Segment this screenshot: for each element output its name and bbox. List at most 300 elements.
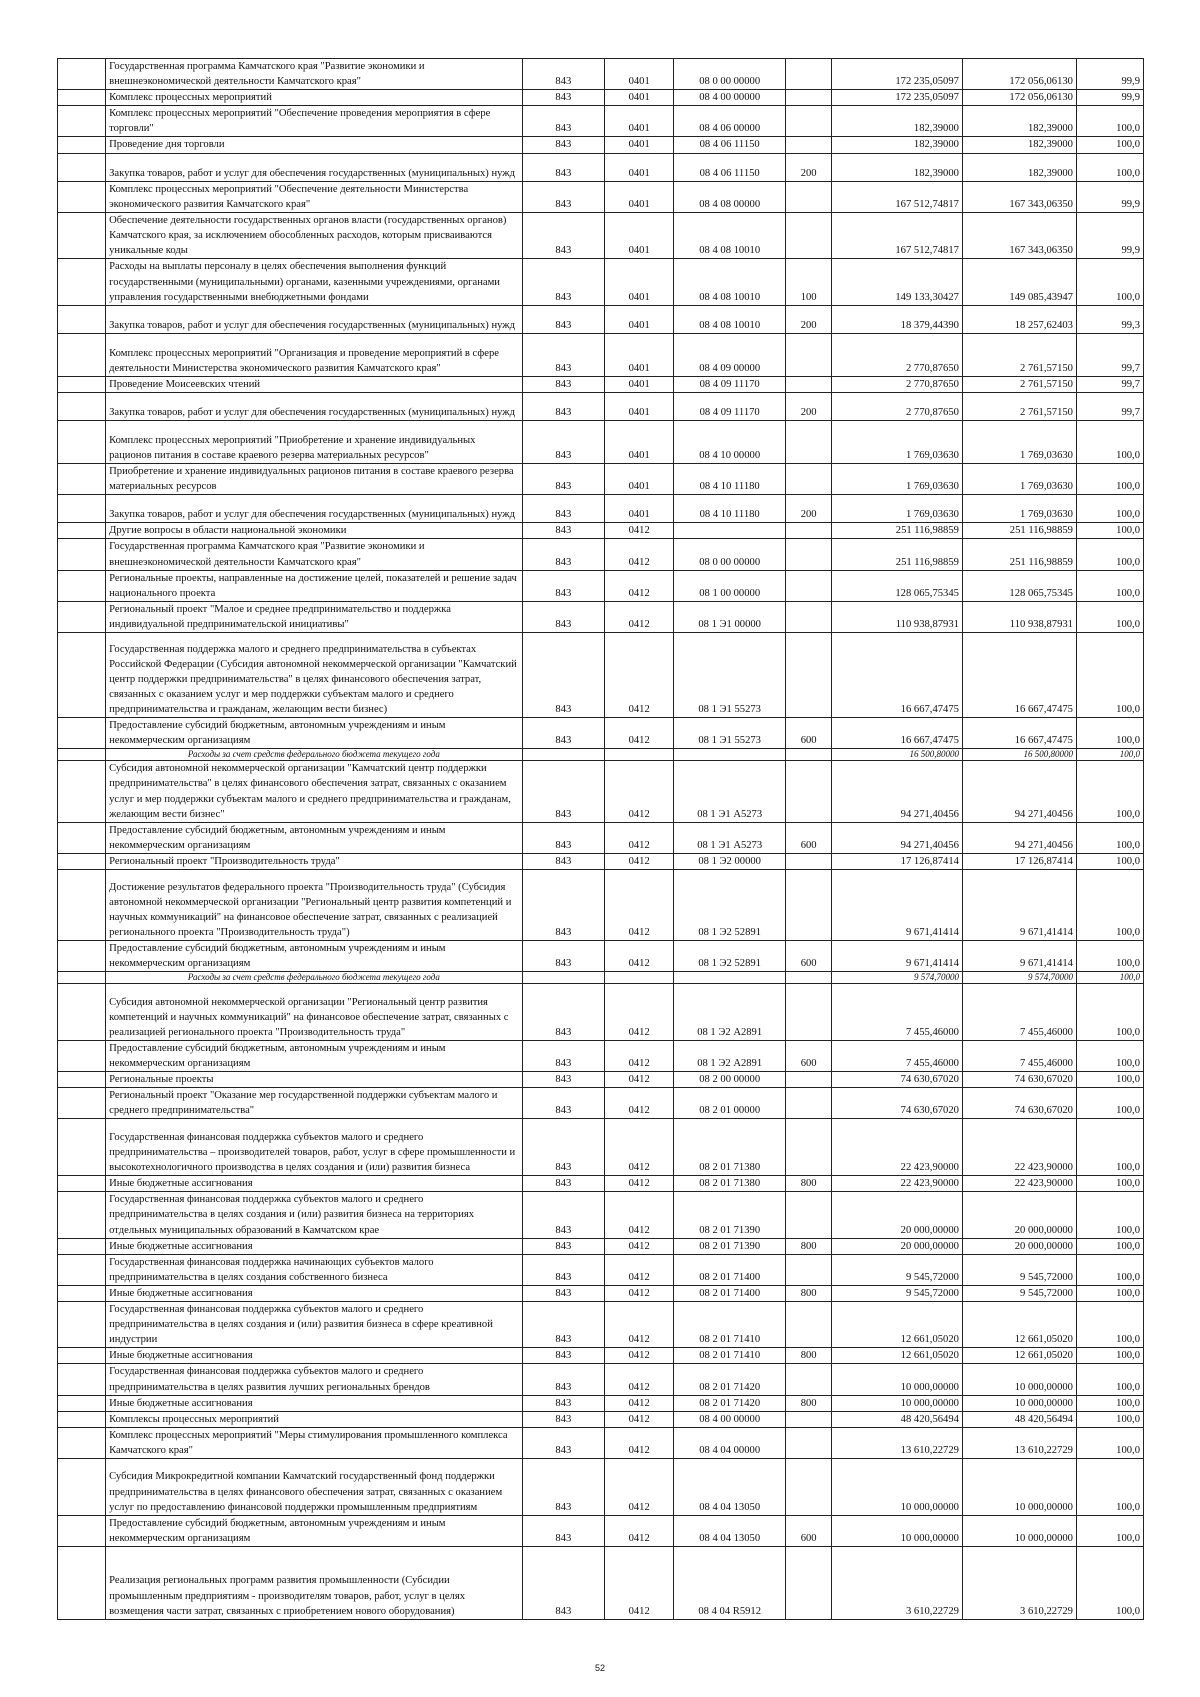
expense-type-cell: 200 [786, 305, 832, 333]
blank-cell [58, 1458, 106, 1515]
blank-cell [58, 1515, 106, 1546]
execution-percent-cell: 100,0 [1076, 523, 1143, 539]
blank-cell [58, 749, 106, 761]
item-name-cell: Предоставление субсидий бюджетным, автономным учреждениям и иным некоммерческим организациям [106, 1515, 522, 1546]
blank-cell [58, 1302, 106, 1348]
expense-type-cell [786, 1119, 832, 1176]
executed-amount-cell: 20 000,00000 [962, 1192, 1076, 1238]
executed-amount-cell: 22 423,90000 [962, 1119, 1076, 1176]
target-article-cell: 08 4 04 13050 [674, 1515, 786, 1546]
table-row [58, 259, 1144, 305]
blank-cell [58, 1411, 106, 1427]
target-article-cell: 08 2 01 71410 [674, 1348, 786, 1364]
blank-cell [58, 1119, 106, 1176]
expense-type-cell [786, 870, 832, 941]
target-article-cell: 08 1 Э2 А2891 [674, 1041, 786, 1072]
section-code-cell: 0412 [605, 853, 674, 869]
section-code-cell: 0401 [605, 392, 674, 420]
planned-amount-cell: 1 769,03630 [832, 494, 963, 522]
blank-cell [58, 137, 106, 153]
item-name-cell: Закупка товаров, работ и услуг для обеспечения государственных (муниципальных) нужд [106, 392, 522, 420]
table-row [58, 539, 1144, 570]
planned-amount-cell: 9 574,70000 [832, 972, 963, 984]
blank-cell [58, 259, 106, 305]
target-article-cell: 08 2 01 00000 [674, 1088, 786, 1119]
blank-cell [58, 153, 106, 181]
item-name-cell: Региональный проект "Производительность труда" [106, 853, 522, 869]
section-code-cell: 0412 [605, 1515, 674, 1546]
table-row [58, 463, 1144, 494]
section-code-cell: 0412 [605, 1176, 674, 1192]
ministry-code-cell: 843 [522, 1088, 605, 1119]
ministry-code-cell: 843 [522, 1192, 605, 1238]
expense-type-cell [786, 1192, 832, 1238]
item-name-cell: Субсидия Микрокредитной компании Камчатский государственный фонд поддержки предпринимательства в целях финансового обеспечения затрат, связанных с оказанием услуг по предоставлению финансовой поддержки промышленным предприятиям [106, 1458, 522, 1515]
target-article-cell: 08 4 08 10010 [674, 213, 786, 259]
executed-amount-cell: 251 116,98859 [962, 523, 1076, 539]
execution-percent-cell: 100,0 [1076, 1348, 1143, 1364]
table-row [58, 137, 1144, 153]
executed-amount-cell: 94 271,40456 [962, 822, 1076, 853]
ministry-code-cell: 843 [522, 633, 605, 718]
executed-amount-cell: 167 343,06350 [962, 181, 1076, 212]
executed-amount-cell: 16 667,47475 [962, 718, 1076, 749]
execution-percent-cell: 100,0 [1076, 1119, 1143, 1176]
item-name-cell: Комплексы процессных мероприятий [106, 1411, 522, 1427]
section-code-cell: 0412 [605, 523, 674, 539]
table-row [58, 1364, 1144, 1395]
expense-type-cell [786, 1546, 832, 1619]
table-row [58, 1176, 1144, 1192]
expense-type-cell [786, 106, 832, 137]
table-row [58, 1238, 1144, 1254]
item-name-cell: Государственная финансовая поддержка субъектов малого и среднего предпринимательства в целях развития лучших региональных брендов [106, 1364, 522, 1395]
section-code-cell: 0412 [605, 633, 674, 718]
blank-cell [58, 523, 106, 539]
planned-amount-cell: 9 671,41414 [832, 941, 963, 972]
ministry-code-cell: 843 [522, 941, 605, 972]
ministry-code-cell: 843 [522, 1238, 605, 1254]
ministry-code-cell: 843 [522, 601, 605, 632]
section-code-cell: 0412 [605, 984, 674, 1041]
planned-amount-cell: 16 667,47475 [832, 718, 963, 749]
expense-type-cell [786, 59, 832, 90]
table-row [58, 1546, 1144, 1619]
ministry-code-cell: 843 [522, 137, 605, 153]
budget-execution-table [57, 58, 1144, 1620]
item-name-cell: Расходы на выплаты персоналу в целях обеспечения выполнения функций государственными (муниципальными) органами, казенными учреждениями, органами управления государственными внебюджетными фондами [106, 259, 522, 305]
executed-amount-cell: 13 610,22729 [962, 1427, 1076, 1458]
blank-cell [58, 853, 106, 869]
expense-type-cell: 800 [786, 1348, 832, 1364]
target-article-cell [674, 523, 786, 539]
execution-percent-cell: 100,0 [1076, 870, 1143, 941]
blank-cell [58, 494, 106, 522]
expense-type-cell [786, 633, 832, 718]
ministry-code-cell: 843 [522, 90, 605, 106]
item-name-cell: Закупка товаров, работ и услуг для обеспечения государственных (муниципальных) нужд [106, 305, 522, 333]
execution-percent-cell: 99,7 [1076, 334, 1143, 377]
section-code-cell: 0401 [605, 305, 674, 333]
table-row [58, 305, 1144, 333]
ministry-code-cell: 843 [522, 1427, 605, 1458]
execution-percent-cell: 100,0 [1076, 1302, 1143, 1348]
blank-cell [58, 181, 106, 212]
executed-amount-cell: 182,39000 [962, 153, 1076, 181]
section-code-cell: 0412 [605, 1302, 674, 1348]
ministry-code-cell: 843 [522, 523, 605, 539]
execution-percent-cell: 100,0 [1076, 972, 1143, 984]
planned-amount-cell: 94 271,40456 [832, 822, 963, 853]
expense-type-cell [786, 601, 832, 632]
ministry-code-cell: 843 [522, 1348, 605, 1364]
item-name-cell: Иные бюджетные ассигнования [106, 1285, 522, 1301]
planned-amount-cell: 251 116,98859 [832, 539, 963, 570]
ministry-code-cell: 843 [522, 1119, 605, 1176]
executed-amount-cell: 2 761,57150 [962, 334, 1076, 377]
target-article-cell: 08 2 01 71380 [674, 1176, 786, 1192]
table-row [58, 1395, 1144, 1411]
section-code-cell: 0412 [605, 1041, 674, 1072]
expense-type-cell [786, 213, 832, 259]
expense-type-cell [786, 376, 832, 392]
planned-amount-cell: 74 630,67020 [832, 1088, 963, 1119]
executed-amount-cell: 48 420,56494 [962, 1411, 1076, 1427]
executed-amount-cell: 7 455,46000 [962, 1041, 1076, 1072]
expense-type-cell [786, 539, 832, 570]
execution-percent-cell: 100,0 [1076, 421, 1143, 464]
item-name-cell: Иные бюджетные ассигнования [106, 1238, 522, 1254]
blank-cell [58, 1041, 106, 1072]
expense-type-cell [786, 90, 832, 106]
table-row [58, 1458, 1144, 1515]
blank-cell [58, 972, 106, 984]
target-article-cell: 08 4 06 00000 [674, 106, 786, 137]
target-article-cell: 08 4 04 R5912 [674, 1546, 786, 1619]
executed-amount-cell: 1 769,03630 [962, 494, 1076, 522]
execution-percent-cell: 100,0 [1076, 463, 1143, 494]
table-row [58, 822, 1144, 853]
section-code-cell: 0412 [605, 1348, 674, 1364]
table-row [58, 761, 1144, 822]
section-code-cell: 0412 [605, 1546, 674, 1619]
executed-amount-cell: 182,39000 [962, 106, 1076, 137]
ministry-code-cell: 843 [522, 305, 605, 333]
planned-amount-cell: 7 455,46000 [832, 984, 963, 1041]
executed-amount-cell: 1 769,03630 [962, 463, 1076, 494]
section-code-cell [605, 749, 674, 761]
executed-amount-cell: 167 343,06350 [962, 213, 1076, 259]
table-row [58, 1427, 1144, 1458]
target-article-cell: 08 1 Э2 52891 [674, 941, 786, 972]
item-name-cell: Закупка товаров, работ и услуг для обеспечения государственных (муниципальных) нужд [106, 153, 522, 181]
table-row [58, 334, 1144, 377]
executed-amount-cell: 7 455,46000 [962, 984, 1076, 1041]
executed-amount-cell: 16 667,47475 [962, 633, 1076, 718]
blank-cell [58, 376, 106, 392]
executed-amount-cell: 10 000,00000 [962, 1364, 1076, 1395]
blank-cell [58, 570, 106, 601]
blank-cell [58, 106, 106, 137]
table-row [58, 570, 1144, 601]
item-name-cell: Иные бюджетные ассигнования [106, 1395, 522, 1411]
target-article-cell: 08 4 04 00000 [674, 1427, 786, 1458]
target-article-cell: 08 1 Э1 А5273 [674, 761, 786, 822]
item-name-cell: Предоставление субсидий бюджетным, автономным учреждениям и иным некоммерческим организациям [106, 822, 522, 853]
item-name-cell: Проведение Моисеевских чтений [106, 376, 522, 392]
item-name-cell: Государственная программа Камчатского края "Развитие экономики и внешнеэкономической деятельности Камчатского края" [106, 539, 522, 570]
section-code-cell: 0412 [605, 1192, 674, 1238]
item-name-cell: Региональный проект "Малое и среднее предпринимательство и поддержка индивидуальной предпринимательской инициативы" [106, 601, 522, 632]
section-code-cell: 0412 [605, 1119, 674, 1176]
planned-amount-cell: 94 271,40456 [832, 761, 963, 822]
item-name-cell: Реализация региональных программ развития промышленности (Субсидии промышленным предприятиям - производителям товаров, работ, услуг в целях возмещения части затрат, связанных с приобретением нового оборудования) [106, 1546, 522, 1619]
target-article-cell [674, 749, 786, 761]
planned-amount-cell: 10 000,00000 [832, 1395, 963, 1411]
ministry-code-cell: 843 [522, 1411, 605, 1427]
ministry-code-cell: 843 [522, 1364, 605, 1395]
blank-cell [58, 870, 106, 941]
expense-type-cell: 600 [786, 941, 832, 972]
item-name-cell: Предоставление субсидий бюджетным, автономным учреждениям и иным некоммерческим организациям [106, 1041, 522, 1072]
planned-amount-cell: 16 500,80000 [832, 749, 963, 761]
item-name-cell: Государственная поддержка малого и среднего предпринимательства в субъектах Российской Федерации (Субсидия автономной некоммерческой организации "Камчатский центр поддержки предпринимательства" в целях финансового обеспечения затрат, связанных с оказанием услуг и мер поддержки субъектам малого и среднего предпринимательства и гражданам, желающим вести бизнес) [106, 633, 522, 718]
planned-amount-cell: 13 610,22729 [832, 1427, 963, 1458]
execution-percent-cell: 100,0 [1076, 1458, 1143, 1515]
blank-cell [58, 213, 106, 259]
ministry-code-cell: 843 [522, 213, 605, 259]
blank-cell [58, 718, 106, 749]
planned-amount-cell: 20 000,00000 [832, 1192, 963, 1238]
item-name-cell: Предоставление субсидий бюджетным, автономным учреждениям и иным некоммерческим организациям [106, 941, 522, 972]
execution-percent-cell: 100,0 [1076, 1176, 1143, 1192]
section-code-cell: 0412 [605, 761, 674, 822]
expense-type-cell: 200 [786, 392, 832, 420]
target-article-cell: 08 4 09 11170 [674, 376, 786, 392]
section-code-cell [605, 972, 674, 984]
execution-percent-cell: 100,0 [1076, 1238, 1143, 1254]
execution-percent-cell: 100,0 [1076, 570, 1143, 601]
expense-type-cell [786, 137, 832, 153]
blank-cell [58, 1088, 106, 1119]
ministry-code-cell: 843 [522, 1458, 605, 1515]
target-article-cell: 08 4 08 00000 [674, 181, 786, 212]
expense-type-cell [786, 1427, 832, 1458]
executed-amount-cell: 9 574,70000 [962, 972, 1076, 984]
expense-type-cell [786, 1364, 832, 1395]
target-article-cell: 08 2 01 71380 [674, 1119, 786, 1176]
planned-amount-cell: 1 769,03630 [832, 421, 963, 464]
target-article-cell: 08 4 10 11180 [674, 494, 786, 522]
section-code-cell: 0412 [605, 822, 674, 853]
target-article-cell: 08 1 Э2 А2891 [674, 984, 786, 1041]
blank-cell [58, 59, 106, 90]
executed-amount-cell: 9 545,72000 [962, 1254, 1076, 1285]
planned-amount-cell: 167 512,74817 [832, 181, 963, 212]
planned-amount-cell: 18 379,44390 [832, 305, 963, 333]
ministry-code-cell: 843 [522, 463, 605, 494]
target-article-cell: 08 1 Э2 00000 [674, 853, 786, 869]
section-code-cell: 0401 [605, 334, 674, 377]
blank-cell [58, 1364, 106, 1395]
blank-cell [58, 1072, 106, 1088]
target-article-cell: 08 2 01 71400 [674, 1285, 786, 1301]
item-name-cell: Государственная финансовая поддержка начинающих субъектов малого предпринимательства в целях создания собственного бизнеса [106, 1254, 522, 1285]
blank-cell [58, 392, 106, 420]
planned-amount-cell: 12 661,05020 [832, 1348, 963, 1364]
expense-type-cell [786, 181, 832, 212]
execution-percent-cell: 100,0 [1076, 137, 1143, 153]
table-row [58, 106, 1144, 137]
item-name-cell: Другие вопросы в области национальной экономики [106, 523, 522, 539]
table-row [58, 1302, 1144, 1348]
ministry-code-cell: 843 [522, 870, 605, 941]
section-code-cell: 0401 [605, 376, 674, 392]
ministry-code-cell: 843 [522, 1041, 605, 1072]
target-article-cell: 08 2 01 71390 [674, 1192, 786, 1238]
target-article-cell: 08 4 06 11150 [674, 137, 786, 153]
expense-type-cell: 200 [786, 153, 832, 181]
target-article-cell: 08 4 10 00000 [674, 421, 786, 464]
table-row [58, 1515, 1144, 1546]
section-code-cell: 0412 [605, 941, 674, 972]
federal-budget-row [58, 972, 1144, 984]
execution-percent-cell: 100,0 [1076, 1254, 1143, 1285]
ministry-code-cell: 843 [522, 392, 605, 420]
blank-cell [58, 633, 106, 718]
executed-amount-cell: 172 056,06130 [962, 59, 1076, 90]
section-code-cell: 0412 [605, 1411, 674, 1427]
planned-amount-cell: 7 455,46000 [832, 1041, 963, 1072]
table-row [58, 633, 1144, 718]
execution-percent-cell: 100,0 [1076, 1427, 1143, 1458]
executed-amount-cell: 74 630,67020 [962, 1072, 1076, 1088]
section-code-cell: 0412 [605, 1364, 674, 1395]
blank-cell [58, 1254, 106, 1285]
execution-percent-cell: 100,0 [1076, 718, 1143, 749]
blank-cell [58, 941, 106, 972]
execution-percent-cell: 100,0 [1076, 749, 1143, 761]
planned-amount-cell: 9 545,72000 [832, 1285, 963, 1301]
section-code-cell: 0412 [605, 1088, 674, 1119]
blank-cell [58, 1395, 106, 1411]
expense-type-cell [786, 761, 832, 822]
target-article-cell: 08 4 09 00000 [674, 334, 786, 377]
section-code-cell: 0401 [605, 181, 674, 212]
execution-percent-cell: 100,0 [1076, 1088, 1143, 1119]
table-row [58, 984, 1144, 1041]
ministry-code-cell: 843 [522, 1072, 605, 1088]
section-code-cell: 0412 [605, 1285, 674, 1301]
expense-type-cell [786, 1458, 832, 1515]
expense-type-cell [786, 853, 832, 869]
federal-budget-row [58, 749, 1144, 761]
table-row [58, 1411, 1144, 1427]
item-name-cell: Обеспечение деятельности государственных органов власти (государственных органов) Камчатского края, за исключением обособленных расходов, которым присваиваются уникальные коды [106, 213, 522, 259]
item-name-cell: Государственная программа Камчатского края "Развитие экономики и внешнеэкономической деятельности Камчатского края" [106, 59, 522, 90]
ministry-code-cell: 843 [522, 376, 605, 392]
item-name-cell: Субсидия автономной некоммерческой организации "Камчатский центр поддержки предпринимательства" в целях финансового обеспечения затрат, связанных с оказанием услуг и мер поддержки субъектам малого и среднего предпринимательства и гражданам, желающим вести бизнес" [106, 761, 522, 822]
planned-amount-cell: 20 000,00000 [832, 1238, 963, 1254]
ministry-code-cell: 843 [522, 153, 605, 181]
target-article-cell: 08 4 10 11180 [674, 463, 786, 494]
item-name-cell: Закупка товаров, работ и услуг для обеспечения государственных (муниципальных) нужд [106, 494, 522, 522]
execution-percent-cell: 100,0 [1076, 761, 1143, 822]
target-article-cell: 08 4 09 11170 [674, 392, 786, 420]
item-name-cell: Комплекс процессных мероприятий "Приобретение и хранение индивидуальных рационов питания в составе краевого резерва материальных ресурсов" [106, 421, 522, 464]
executed-amount-cell: 251 116,98859 [962, 539, 1076, 570]
expense-type-cell: 600 [786, 1515, 832, 1546]
blank-cell [58, 90, 106, 106]
target-article-cell: 08 1 Э1 00000 [674, 601, 786, 632]
item-name-cell: Достижение результатов федерального проекта "Производительность труда" (Субсидия автономной некоммерческой организации "Региональный центр развития компетенций и научных коммуникаций" на финансовое обеспечение затрат, связанных с реализацией регионального проекта "Производительность труда") [106, 870, 522, 941]
target-article-cell: 08 2 01 71410 [674, 1302, 786, 1348]
ministry-code-cell: 843 [522, 259, 605, 305]
section-code-cell: 0412 [605, 1238, 674, 1254]
ministry-code-cell: 843 [522, 421, 605, 464]
blank-cell [58, 421, 106, 464]
executed-amount-cell: 74 630,67020 [962, 1088, 1076, 1119]
section-code-cell: 0412 [605, 1427, 674, 1458]
table-row [58, 181, 1144, 212]
blank-cell [58, 305, 106, 333]
expense-type-cell: 600 [786, 1041, 832, 1072]
planned-amount-cell: 2 770,87650 [832, 376, 963, 392]
table-row [58, 376, 1144, 392]
execution-percent-cell: 100,0 [1076, 153, 1143, 181]
ministry-code-cell: 843 [522, 822, 605, 853]
ministry-code-cell: 843 [522, 1176, 605, 1192]
executed-amount-cell: 12 661,05020 [962, 1348, 1076, 1364]
execution-percent-cell: 99,3 [1076, 305, 1143, 333]
planned-amount-cell: 74 630,67020 [832, 1072, 963, 1088]
expense-type-cell [786, 523, 832, 539]
table-row [58, 1119, 1144, 1176]
item-name-cell: Проведение дня торговли [106, 137, 522, 153]
execution-percent-cell: 100,0 [1076, 1072, 1143, 1088]
execution-percent-cell: 100,0 [1076, 539, 1143, 570]
planned-amount-cell: 149 133,30427 [832, 259, 963, 305]
execution-percent-cell: 100,0 [1076, 259, 1143, 305]
planned-amount-cell: 10 000,00000 [832, 1458, 963, 1515]
section-code-cell: 0401 [605, 494, 674, 522]
table-row [58, 718, 1144, 749]
target-article-cell: 08 2 00 00000 [674, 1072, 786, 1088]
executed-amount-cell: 16 500,80000 [962, 749, 1076, 761]
execution-percent-cell: 100,0 [1076, 494, 1143, 522]
executed-amount-cell: 2 761,57150 [962, 376, 1076, 392]
execution-percent-cell: 100,0 [1076, 1411, 1143, 1427]
ministry-code-cell [522, 972, 605, 984]
blank-cell [58, 822, 106, 853]
expense-type-cell [786, 1411, 832, 1427]
execution-percent-cell: 99,9 [1076, 181, 1143, 212]
section-code-cell: 0412 [605, 539, 674, 570]
execution-percent-cell: 100,0 [1076, 1041, 1143, 1072]
table-row [58, 1088, 1144, 1119]
item-name-cell: Комплекс процессных мероприятий "Обеспечение проведения мероприятия в сфере торговли" [106, 106, 522, 137]
execution-percent-cell: 99,7 [1076, 376, 1143, 392]
ministry-code-cell: 843 [522, 984, 605, 1041]
blank-cell [58, 1192, 106, 1238]
execution-percent-cell: 100,0 [1076, 1395, 1143, 1411]
planned-amount-cell: 10 000,00000 [832, 1515, 963, 1546]
ministry-code-cell: 843 [522, 718, 605, 749]
table-row [58, 1041, 1144, 1072]
execution-percent-cell: 100,0 [1076, 1192, 1143, 1238]
expense-type-cell [786, 1088, 832, 1119]
section-code-cell: 0412 [605, 570, 674, 601]
